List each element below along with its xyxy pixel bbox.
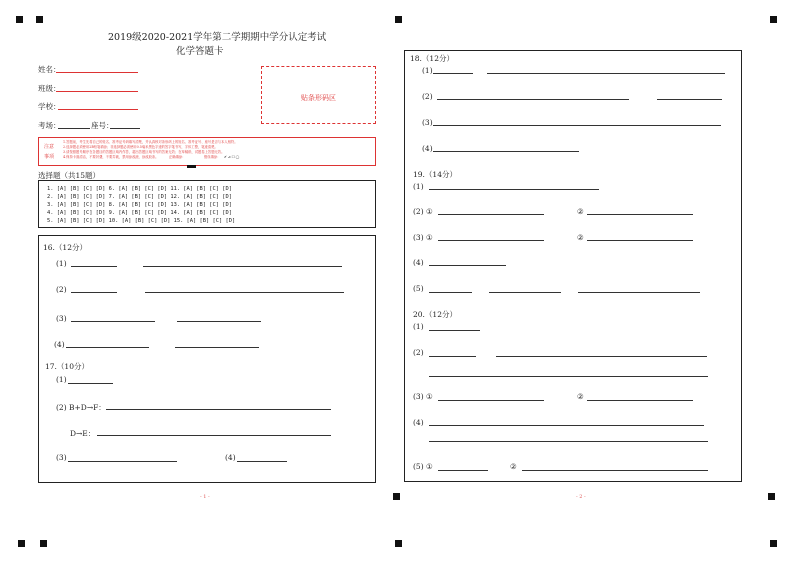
q17-part4: (4) xyxy=(225,453,236,462)
school-label: 学校： xyxy=(38,102,61,111)
q19-part4-answer[interactable] xyxy=(429,265,506,266)
registration-mark xyxy=(18,540,25,547)
q18-part2-answer-b[interactable] xyxy=(657,99,722,100)
wrong-fill-marks: ✔ ⊿ ☐ ◯ xyxy=(224,155,240,159)
q19-part2-answer-a[interactable] xyxy=(438,214,544,215)
q19-part4: (4) xyxy=(413,258,424,267)
q20-part1: (1) xyxy=(413,322,424,331)
q20-part2: (2) xyxy=(413,348,424,357)
registration-mark xyxy=(770,16,777,23)
q19-part3: (3) ① xyxy=(413,233,433,242)
q20-part5-answer-b[interactable] xyxy=(522,470,708,471)
exam-title: 2019级2020-2021学年第二学期期中学分认定考试 xyxy=(108,32,327,43)
seat-field[interactable] xyxy=(110,128,140,129)
q20-part1-answer[interactable] xyxy=(429,330,480,331)
q19-part1: (1) xyxy=(413,182,424,191)
mc-row-4[interactable]: 4. [A] [B] [C] [D] 9. [A] [B] [C] [D] 14. [A] [B] [C] [D] xyxy=(47,210,232,216)
q18-part2: (2) xyxy=(422,92,433,101)
q19-part2-b: ② xyxy=(577,207,584,216)
name-field[interactable] xyxy=(56,72,138,73)
q16-part2: (2) xyxy=(56,285,67,294)
class-field[interactable] xyxy=(56,91,138,92)
q16-part2-answer-b[interactable] xyxy=(145,292,344,293)
answer-box-16-17 xyxy=(38,235,376,483)
registration-mark xyxy=(768,493,775,500)
q19-part5-answer-a[interactable] xyxy=(429,292,472,293)
q18-part4-answer[interactable] xyxy=(433,151,579,152)
q20-part3-answer-a[interactable] xyxy=(438,400,544,401)
q17-title: 17.（10分） xyxy=(45,362,89,371)
q20-part5: (5) ① xyxy=(413,462,433,471)
q16-part4: (4) xyxy=(54,340,65,349)
q18-part1: (1) xyxy=(422,66,433,75)
q18-part3-answer[interactable] xyxy=(433,125,721,126)
notice-label-2: 事项 xyxy=(44,154,55,160)
q20-part2-answer-c[interactable] xyxy=(429,376,708,377)
q20-part5-answer-a[interactable] xyxy=(438,470,488,471)
exam-room-label: 考场： xyxy=(38,121,61,130)
registration-mark xyxy=(395,16,402,23)
answer-box-18-20 xyxy=(404,50,742,482)
mc-row-5[interactable]: 5. [A] [B] [C] [D] 10. [A] [B] [C] [D] 15. [A] [B] [C] [D] xyxy=(47,218,236,224)
q16-part2-answer-a[interactable] xyxy=(71,292,117,293)
q20-part5-b: ② xyxy=(510,462,517,471)
wrong-fill-label: 错误填涂： xyxy=(204,155,221,159)
q18-title: 18.（12分） xyxy=(410,54,454,63)
barcode-area-label: 贴条形码区 xyxy=(301,94,336,102)
notice-line-4: 4.保持卡面清洁，不要折叠，不要弄破，禁用涂改液、涂改胶条。 xyxy=(63,155,159,159)
registration-mark xyxy=(395,540,402,547)
q19-title: 19.（14分） xyxy=(413,170,457,179)
q17-part1: (1) xyxy=(56,375,67,384)
sheet-title: 化学答题卡 xyxy=(176,46,224,57)
q20-part3-answer-b[interactable] xyxy=(587,400,693,401)
notice-line-3: 3.请按照题号顺序在各题目的答题区域内作答，超出答题区域书写的答案无效；在草稿纸、试题卷上答题无效。 xyxy=(63,150,225,154)
barcode-area xyxy=(261,66,376,124)
q19-part2-answer-b[interactable] xyxy=(587,214,693,215)
q17-part2-answer-a[interactable] xyxy=(106,409,331,410)
q16-part1-answer-a[interactable] xyxy=(71,266,117,267)
q16-part3-answer-a[interactable] xyxy=(71,321,155,322)
notice-box xyxy=(38,137,376,166)
notice-line-1: 1.答题前，考生先将自己的姓名、准考证号码填写清楚，并认真核对条形码上的姓名、准考证号、座号是否与本人相符。 xyxy=(63,140,238,144)
page-number-2: - 2 - xyxy=(576,494,586,500)
seat-label: 座号： xyxy=(91,121,114,130)
q19-part5-answer-c[interactable] xyxy=(578,292,700,293)
class-label: 班级： xyxy=(38,84,61,93)
q19-part5: (5) xyxy=(413,284,424,293)
exam-room-field[interactable] xyxy=(58,128,90,129)
q19-part1-answer[interactable] xyxy=(429,189,599,190)
registration-mark xyxy=(770,540,777,547)
q17-part2-answer-b[interactable] xyxy=(97,435,331,436)
q16-part1: (1) xyxy=(56,259,67,268)
q20-part4: (4) xyxy=(413,418,424,427)
q20-part2-answer-a[interactable] xyxy=(429,356,476,357)
q18-part3: (3) xyxy=(422,118,433,127)
q20-part4-answer-b[interactable] xyxy=(429,441,708,442)
notice-label-1: 注意 xyxy=(44,144,55,150)
q17-part2-b: D→E： xyxy=(70,429,96,438)
q19-part2: (2) ① xyxy=(413,207,433,216)
q19-part3-b: ② xyxy=(577,233,584,242)
mc-row-1[interactable]: 1. [A] [B] [C] [D] 6. [A] [B] [C] [D] 11. [A] [B] [C] [D] xyxy=(47,186,232,192)
q19-part3-answer-b[interactable] xyxy=(587,240,693,241)
registration-mark xyxy=(393,493,400,500)
q19-part3-answer-a[interactable] xyxy=(438,240,544,241)
q17-part3: (3) xyxy=(56,453,67,462)
q17-part3-answer[interactable] xyxy=(68,461,177,462)
q17-part2: (2) B+D→F： xyxy=(56,403,106,412)
q16-title: 16.（12分） xyxy=(43,243,87,252)
q18-part4: (4) xyxy=(422,144,433,153)
q18-part1-answer-b[interactable] xyxy=(487,73,725,74)
mc-title: 选择题（共15题） xyxy=(38,171,101,180)
registration-mark xyxy=(36,16,43,23)
registration-mark xyxy=(16,16,23,23)
q16-part4-answer-a[interactable] xyxy=(66,347,149,348)
q20-part3-b: ② xyxy=(577,392,584,401)
q20-part2-answer-b[interactable] xyxy=(496,356,707,357)
q16-part3-answer-b[interactable] xyxy=(177,321,261,322)
q18-part1-answer-a[interactable] xyxy=(433,73,473,74)
mc-box xyxy=(38,180,376,228)
registration-mark xyxy=(40,540,47,547)
mc-row-2[interactable]: 2. [A] [B] [C] [D] 7. [A] [B] [C] [D] 12. [A] [B] [C] [D] xyxy=(47,194,232,200)
q16-part4-answer-b[interactable] xyxy=(175,347,259,348)
q19-part5-answer-b[interactable] xyxy=(489,292,561,293)
q20-part4-answer-a[interactable] xyxy=(429,425,704,426)
q16-part1-answer-b[interactable] xyxy=(143,266,342,267)
page-number-1: - 1 - xyxy=(200,494,210,500)
school-field[interactable] xyxy=(58,109,138,110)
q17-part1-answer[interactable] xyxy=(68,383,113,384)
q16-part3: (3) xyxy=(56,314,67,323)
q18-part2-answer-a[interactable] xyxy=(437,99,629,100)
fill-example-label: 正确填涂： xyxy=(169,155,186,159)
q17-part4-answer[interactable] xyxy=(237,461,287,462)
name-label: 姓名： xyxy=(38,65,61,74)
notice-line-2: 2.选择题必须使用2B铅笔填涂；非选择题必须使用0.5毫米黑色字迹的签字笔书写，字体工整，笔迹清楚。 xyxy=(63,145,218,149)
q20-title: 20.（12分） xyxy=(413,310,457,319)
q20-part3: (3) ① xyxy=(413,392,433,401)
filled-bubble-example xyxy=(187,156,196,175)
mc-row-3[interactable]: 3. [A] [B] [C] [D] 8. [A] [B] [C] [D] 13. [A] [B] [C] [D] xyxy=(47,202,232,208)
